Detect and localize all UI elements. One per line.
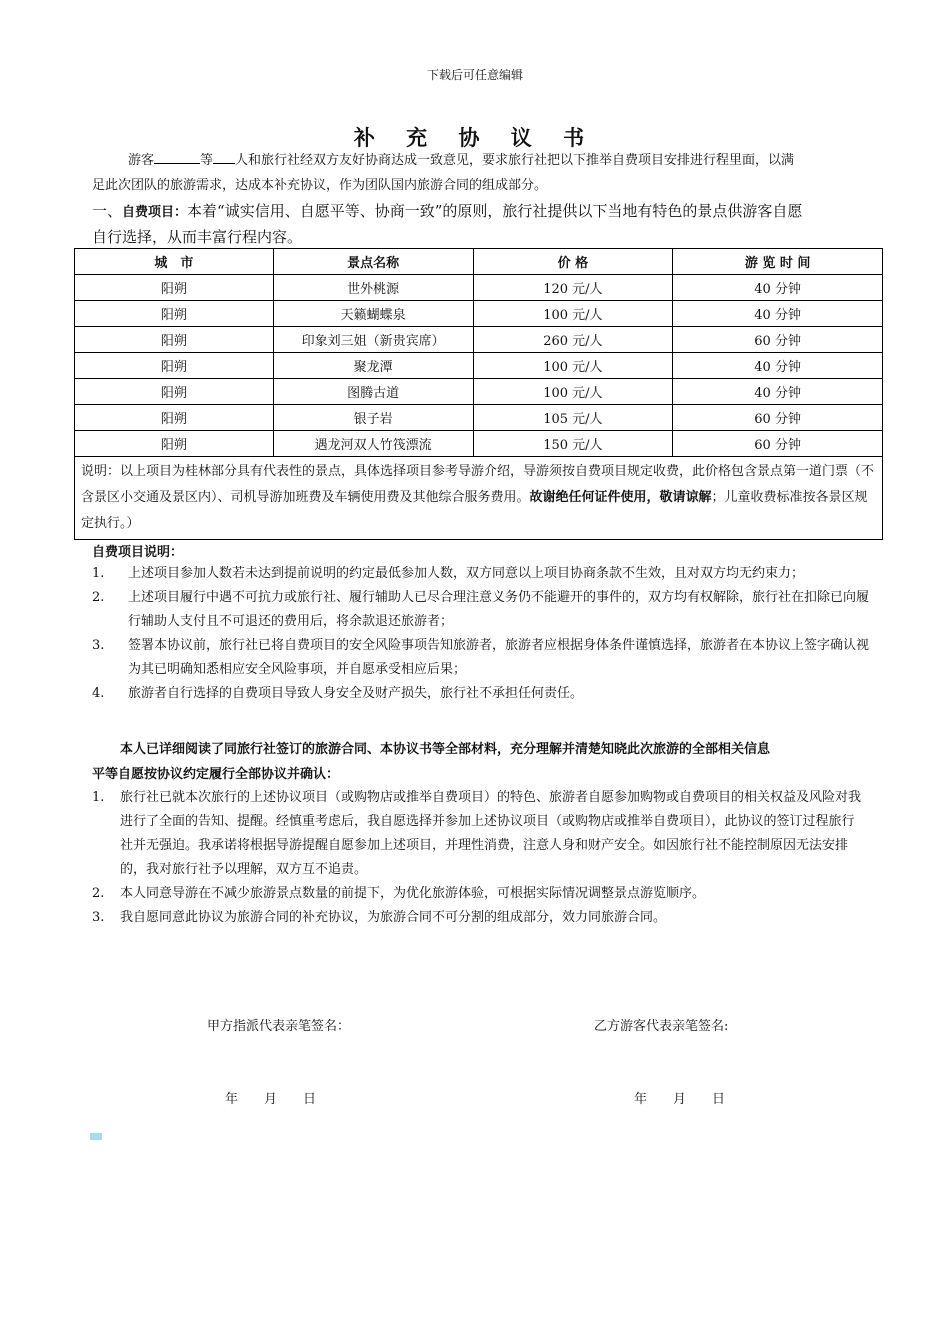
list-item-number: 1. <box>92 566 105 581</box>
list-item-text: 上述项目参加人数若未达到提前说明的约定最低参加人数，双方同意以上项目协商条款不生效，且对双方均无约束力； <box>128 566 805 581</box>
cell-attraction: 遇龙河双人竹筏漂流 <box>273 431 473 457</box>
list-item-number: 2. <box>92 590 105 605</box>
intro-text-1: 游客 <box>128 153 155 168</box>
confirm-list <box>92 786 862 930</box>
table-note <box>75 457 883 540</box>
cell-price: 150 元/人 <box>473 431 673 457</box>
highlight-mark <box>90 1133 102 1140</box>
note-text-end: ；儿童收费标准按各景区规定执行。） <box>81 490 868 531</box>
list-item <box>92 882 862 906</box>
note-text: 说明：以上项目为桂林部分具有代表性的景点，具体选择项目参考导游介绍，导游须按自费项目规定收费，此价格包含景点第一道门票（不含景区小交通及景区内）、司机导游加班费及车辆使用费及其他综合服务费用。 <box>81 464 875 505</box>
cell-attraction: 银子岩 <box>273 405 473 431</box>
party-a-signature-label: 甲方指派代表亲笔签名： <box>207 1019 351 1034</box>
table-note-row <box>75 457 883 540</box>
header-note: 下载后可任意编辑 <box>426 68 523 82</box>
cell-price: 100 元/人 <box>473 301 673 327</box>
cell-price: 260 元/人 <box>473 327 673 353</box>
cell-price: 100 元/人 <box>473 353 673 379</box>
confirm-heading <box>92 737 872 787</box>
cell-attraction: 聚龙潭 <box>273 353 473 379</box>
confirm-line-1: 本人已详细阅读了同旅行社签订的旅游合同、本协议书等全部材料，充分理解并清楚知晓此次旅游的全部相关信息 <box>120 742 771 757</box>
list-item-number: 4. <box>92 686 105 701</box>
intro-line-2: 足此次团队的旅游需求，达成本补充协议，作为团队国内旅游合同的组成部分。 <box>92 178 548 193</box>
intro-paragraph <box>92 148 872 198</box>
list-item-text: 签署本协议前，旅行社已将自费项目的安全风险事项告知旅游者，旅游者应根据身体条件谨慎选择，旅游者在本协议上签字确认视为其已明确知悉相应安全风险事项，并自愿承受相应后果； <box>128 638 870 677</box>
table-row <box>75 275 883 301</box>
table-row <box>75 327 883 353</box>
list-item-number: 1. <box>92 790 105 805</box>
cell-price: 105 元/人 <box>473 405 673 431</box>
intro-text-3: 人和旅行社经双方友好协商达成一致意见，要求旅行社把以下推举自费项目安排进行程里面，以满 <box>235 153 795 168</box>
header-attraction: 景点名称 <box>273 249 473 275</box>
cell-city: 阳朔 <box>75 431 274 457</box>
table-row <box>75 405 883 431</box>
cell-attraction: 天籁蝴蝶泉 <box>273 301 473 327</box>
cell-price: 120 元/人 <box>473 275 673 301</box>
cell-city: 阳朔 <box>75 379 274 405</box>
cell-attraction: 世外桃源 <box>273 275 473 301</box>
list-item-number: 3. <box>92 910 105 925</box>
party-b-signature-label: 乙方游客代表亲笔签名: <box>594 1019 729 1034</box>
tourist-name-blank[interactable] <box>154 149 200 164</box>
header-price: 价 格 <box>473 249 673 275</box>
table-row <box>75 353 883 379</box>
party-a-date: 年 月 日 <box>225 1092 317 1107</box>
list-item-text: 本人同意导游在不减少旅游景点数量的前提下，为优化旅游体验，可根据实际情况调整景点游览顺序。 <box>120 886 706 901</box>
cell-duration: 40 分钟 <box>673 353 883 379</box>
notes-heading: 自费项目说明： <box>92 545 184 560</box>
table-header-row <box>75 249 883 275</box>
cell-attraction: 图腾古道 <box>273 379 473 405</box>
cell-city: 阳朔 <box>75 275 274 301</box>
section-label: 自费项目： <box>122 205 188 220</box>
section-self-paid <box>92 199 882 250</box>
list-item <box>92 562 872 586</box>
cell-duration: 40 分钟 <box>673 379 883 405</box>
cell-city: 阳朔 <box>75 353 274 379</box>
cell-duration: 60 分钟 <box>673 405 883 431</box>
self-paid-items-table <box>74 248 883 540</box>
tourist-count-blank[interactable] <box>213 149 235 164</box>
list-item <box>92 634 872 682</box>
table-row <box>75 379 883 405</box>
cell-price: 100 元/人 <box>473 379 673 405</box>
list-item-number: 3. <box>92 638 105 653</box>
confirm-line-2: 平等自愿按协议约定履行全部协议并确认： <box>92 767 340 782</box>
table-row <box>75 301 883 327</box>
note-bold-text: 故谢绝任何证件使用，敬请谅解 <box>529 490 712 505</box>
cell-attraction: 印象刘三姐（新贵宾席） <box>273 327 473 353</box>
list-item <box>92 906 862 930</box>
list-item-text: 上述项目履行中遇不可抗力或旅行社、履行辅助人已尽合理注意义务仍不能避开的事件的，双方均有权解除，旅行社在扣除已向履行辅助人支付且不可退还的费用后，将余款退还旅游者； <box>128 590 870 629</box>
list-item <box>92 586 872 634</box>
section-text-1: 本着“诚实信用、自愿平等、协商一致”的原则，旅行社提供以下当地有特色的景点供游客自愿 <box>187 202 803 220</box>
list-item-number: 2. <box>92 886 105 901</box>
header-duration: 游 览 时 间 <box>673 249 883 275</box>
notes-list <box>92 562 872 706</box>
cell-duration: 60 分钟 <box>673 327 883 353</box>
cell-city: 阳朔 <box>75 327 274 353</box>
intro-text-2: 等 <box>200 153 214 168</box>
header-city: 城 市 <box>75 249 274 275</box>
list-item-text: 旅行社已就本次旅行的上述协议项目（或购物店或推举自费项目）的特色、旅游者自愿参加购物或自费项目的相关权益及风险对我进行了全面的告知、提醒。经慎重考虑后，我自愿选择并参加上述协议项目（或购物店或推举自费项目），此协议的签订过程旅行社并无强迫。我承诺将根据导游提醒自愿参加上述项目，并理性消费，注意人身和财产安全。如因旅行社不能控制原因无法安排的，我对旅行社予以理解，双方互不追责。 <box>120 790 862 877</box>
table-row <box>75 431 883 457</box>
list-item-text: 我自愿同意此协议为旅游合同的补充协议，为旅游合同不可分割的组成部分，效力同旅游合同。 <box>120 910 667 925</box>
list-item <box>92 786 862 882</box>
cell-duration: 40 分钟 <box>673 275 883 301</box>
section-text-2: 自行选择，从而丰富行程内容。 <box>92 228 303 246</box>
cell-city: 阳朔 <box>75 405 274 431</box>
cell-duration: 60 分钟 <box>673 431 883 457</box>
section-prefix: 一、 <box>92 202 123 220</box>
cell-duration: 40 分钟 <box>673 301 883 327</box>
list-item-text: 旅游者自行选择的自费项目导致人身安全及财产损失，旅行社不承担任何责任。 <box>128 686 584 701</box>
document-title: 补 充 协 议 书 <box>353 125 597 150</box>
list-item <box>92 682 872 706</box>
party-b-date: 年 月 日 <box>634 1092 726 1107</box>
cell-city: 阳朔 <box>75 301 274 327</box>
